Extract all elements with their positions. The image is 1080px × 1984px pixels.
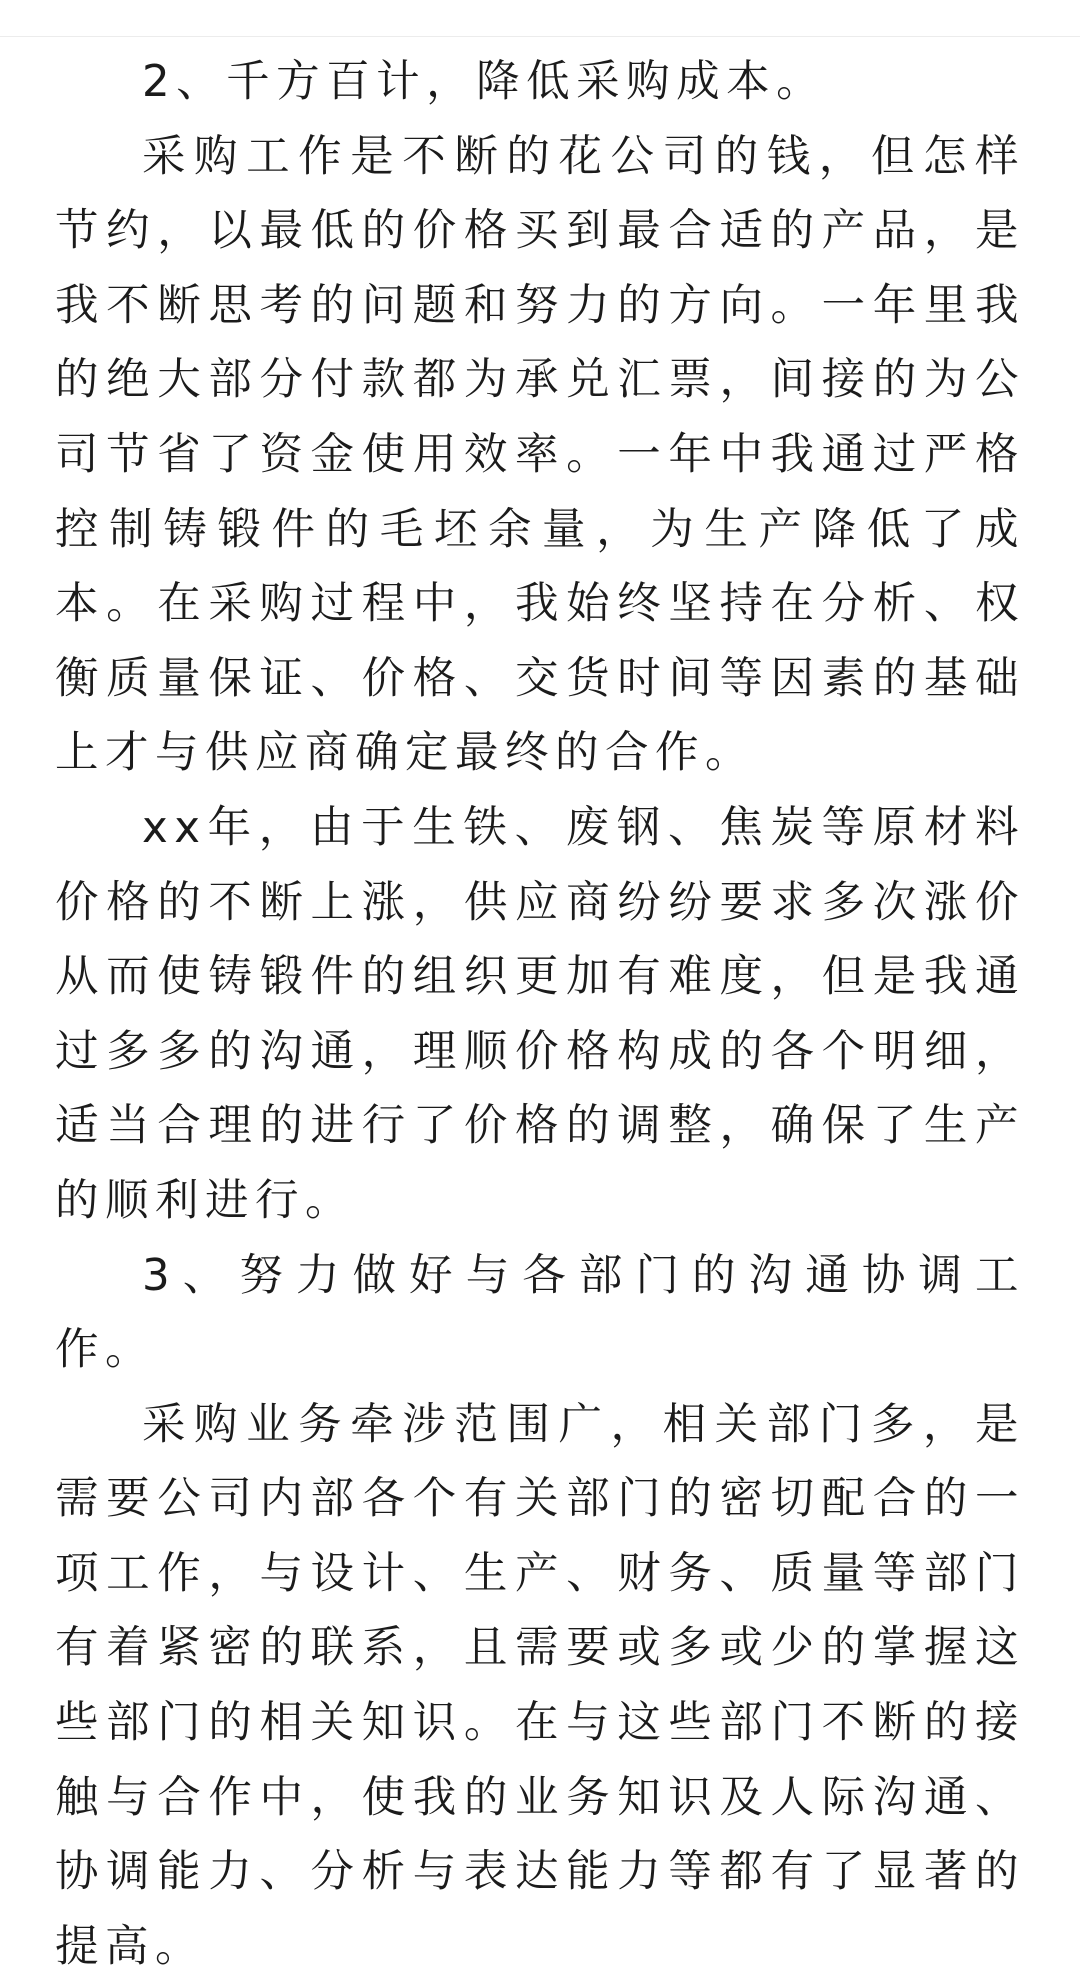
paragraph-communication: 采购业务牵涉范围广，相关部门多，是需要公司内部各个有关部门的密切配合的一项工作，与设计、生产、财务、质量等部门有着紧密的联系，且需要或多或少的掌握这些部门的相关知识。在与这些部门不断的接触与合作中，使我的业务知识及人际沟通、协调能力、分析与表达能力等都有了显著的提高。	[55, 1399, 1025, 1972]
top-bar	[0, 0, 1080, 37]
section-heading-2: 2、千方百计，降低采购成本。	[142, 57, 827, 107]
paragraph-cost-saving: 采购工作是不断的花公司的钱，但怎样节约，以最低的价格买到最合适的产品，是我不断思考的问题和努力的方向。一年里我的绝大部分付款都为承兑汇票，间接的为公司节省了资金使用效率。一年中我通过严格控制铸锻件的毛坯余量，为生产降低了成本。在采购过程中，我始终坚持在分析、权衡质量保证、价格、交货时间等因素的基础上才与供应商确定最终的合作。	[55, 131, 1025, 779]
paragraph-price-adjustment: xx年，由于生铁、废钢、焦炭等原材料价格的不断上涨，供应商纷纷要求多次涨价从而使铸锻件的组织更加有难度，但是我通过多多的沟通，理顺价格构成的各个明细，适当合理的进行了价格的调整，确保了生产的顺利进行。	[55, 802, 1025, 1226]
section-heading-3: 3、努力做好与各部门的沟通协调工作。	[55, 1250, 1025, 1376]
article-body	[55, 45, 1025, 1984]
